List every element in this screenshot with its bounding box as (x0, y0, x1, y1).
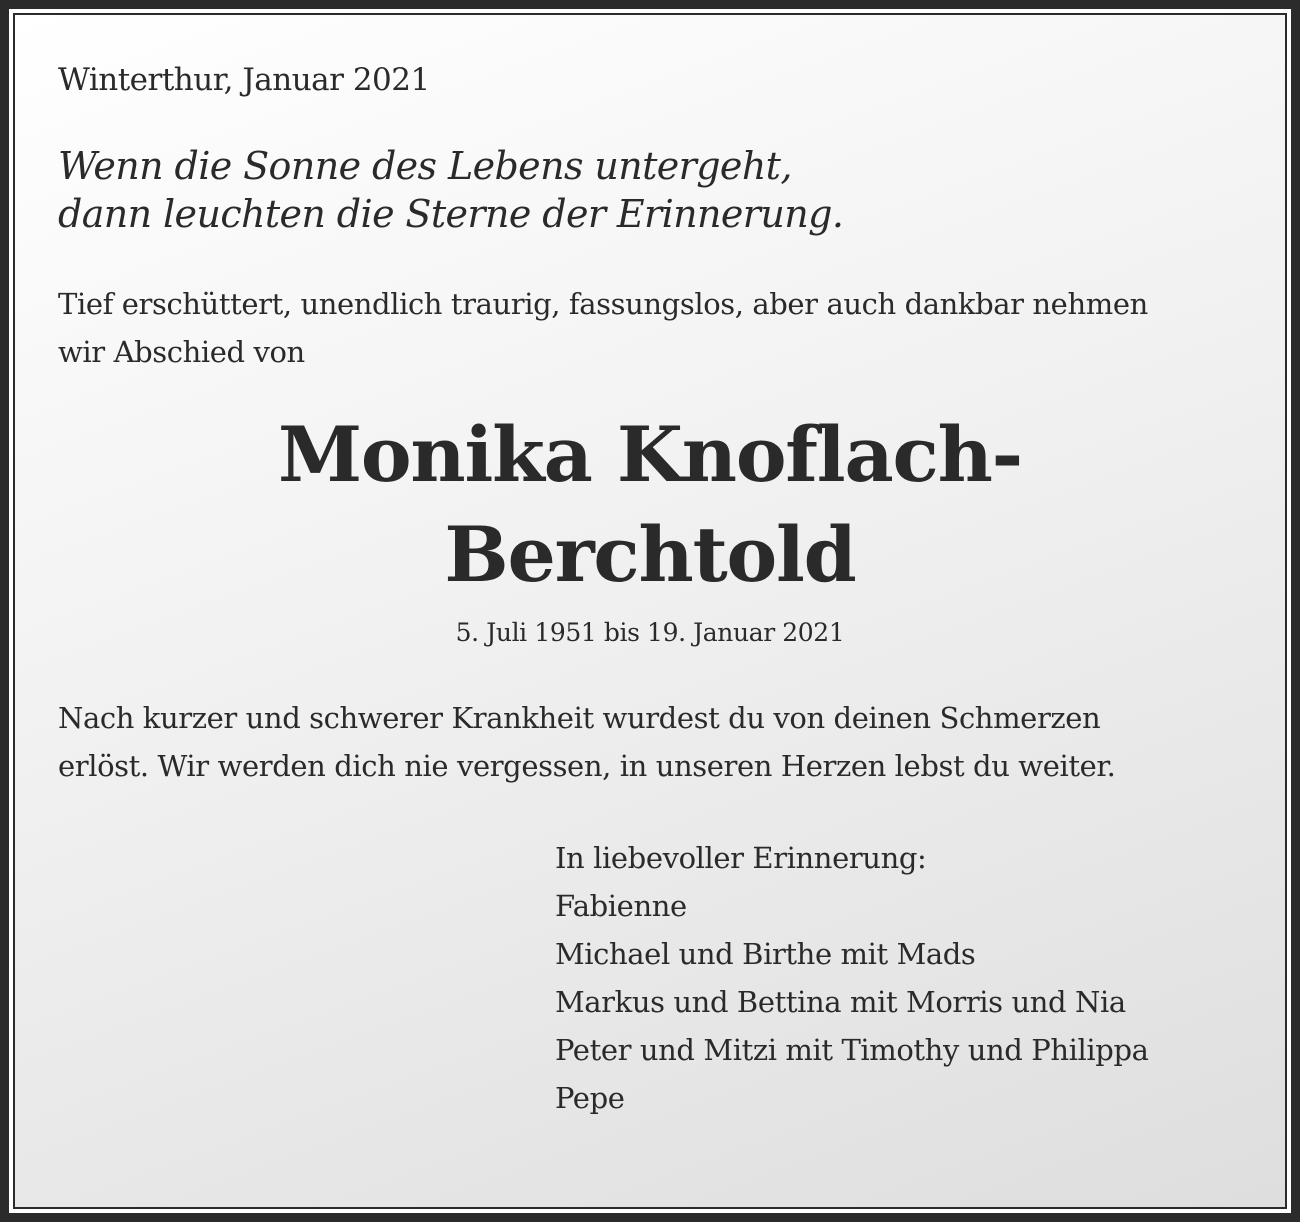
intro-line-2: wir Abschied von (58, 335, 305, 369)
mourners-heading: In liebevoller Erinnerung: (555, 841, 927, 875)
message-line-2: erlöst. Wir werden dich nie vergessen, in unseren Herzen lebst du weiter. (58, 749, 1116, 783)
motto-line-1: Wenn die Sonne des Lebens untergeht, (58, 144, 792, 188)
life-dates: 5. Juli 1951 bis 19. Januar 2021 (455, 618, 845, 647)
mourner-name: Pepe (555, 1081, 625, 1115)
mourner-name: Peter und Mitzi mit Timothy und Philippa (555, 1033, 1149, 1067)
mourner-name: Fabienne (555, 889, 687, 923)
deceased-name (0, 405, 1300, 605)
intro-line-1: Tief erschüttert, unendlich traurig, fassungslos, aber auch dankbar nehmen (58, 287, 1148, 321)
deceased-name-line-1: Monika Knoflach- (278, 410, 1022, 499)
mourner-name: Michael und Birthe mit Mads (555, 937, 976, 971)
place-date: Winterthur, Januar 2021 (58, 62, 430, 98)
message-line-1: Nach kurzer und schwerer Krankheit wurdest du von deinen Schmerzen (58, 701, 1101, 735)
mourners-list (555, 834, 1149, 1122)
intro-text (58, 280, 1238, 376)
mourner-name: Markus und Bettina mit Morris und Nia (555, 985, 1126, 1019)
deceased-name-line-2: Berchtold (444, 510, 856, 599)
farewell-message (58, 694, 1238, 790)
motto-line-2: dann leuchten die Sterne der Erinnerung. (58, 192, 844, 236)
motto-quote (58, 142, 843, 238)
